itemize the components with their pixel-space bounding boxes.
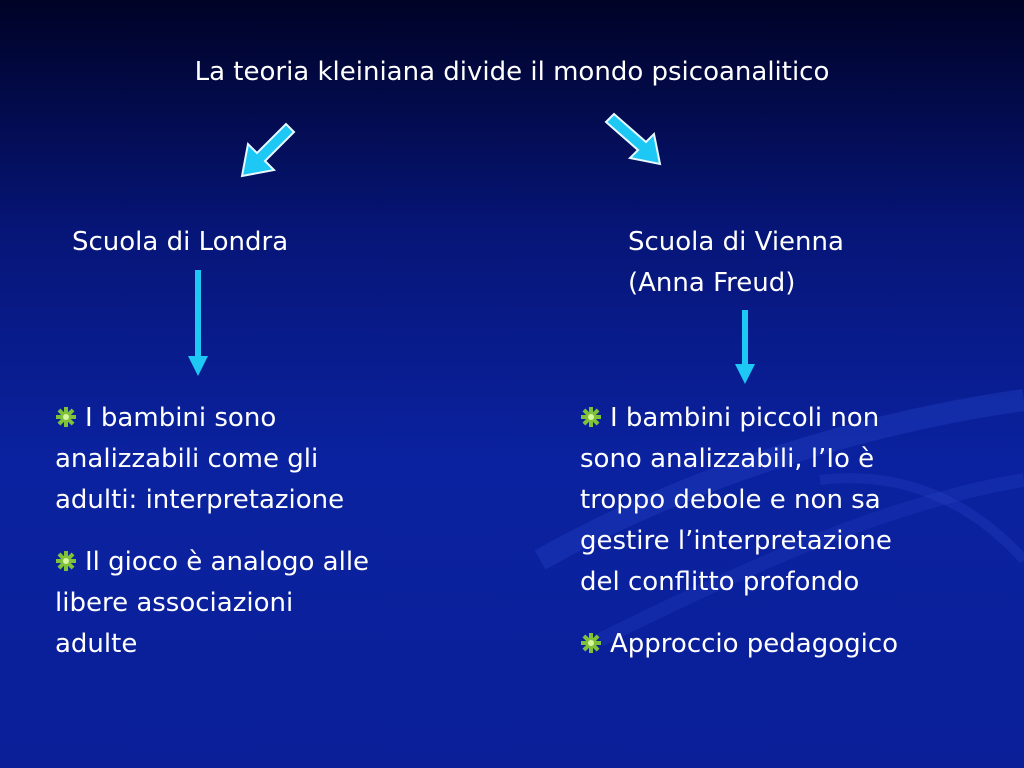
list-item-continuation: adulti: interpretazione xyxy=(55,485,345,515)
flower-bullet-icon xyxy=(55,550,77,572)
list-item xyxy=(580,625,898,663)
list-item-continuation: gestire l’interpretazione xyxy=(580,526,892,556)
vienna-school-heading: Scuola di Vienna xyxy=(628,227,844,257)
vienna-school-subheading: (Anna Freud) xyxy=(628,268,796,298)
list-item-text: I bambini piccoli non xyxy=(610,403,880,433)
arrow-down-right xyxy=(602,112,664,168)
arrow-down-left xyxy=(238,118,300,180)
list-item-text: Approccio pedagogico xyxy=(610,629,899,659)
slide-title: La teoria kleiniana divide il mondo psicoanalitico xyxy=(194,57,830,87)
list-item-text: I bambini sono xyxy=(85,403,277,433)
list-item xyxy=(580,399,879,437)
list-item xyxy=(55,543,369,581)
flower-bullet-icon xyxy=(580,632,602,654)
flower-bullet-icon xyxy=(55,406,77,428)
list-item-text: Il gioco è analogo alle xyxy=(85,547,370,577)
london-school-heading: Scuola di Londra xyxy=(72,227,289,257)
list-item-continuation: libere associazioni xyxy=(55,588,294,618)
list-item-continuation: analizzabili come gli xyxy=(55,444,319,474)
arrow-down-vienna xyxy=(734,310,756,386)
flower-bullet-icon xyxy=(580,406,602,428)
list-item-continuation: troppo debole e non sa xyxy=(580,485,881,515)
list-item-continuation: del conflitto profondo xyxy=(580,567,860,597)
list-item-continuation: adulte xyxy=(55,629,138,659)
arrow-down-london xyxy=(187,270,209,378)
list-item xyxy=(55,399,276,437)
list-item-continuation: sono analizzabili, l’Io è xyxy=(580,444,875,474)
